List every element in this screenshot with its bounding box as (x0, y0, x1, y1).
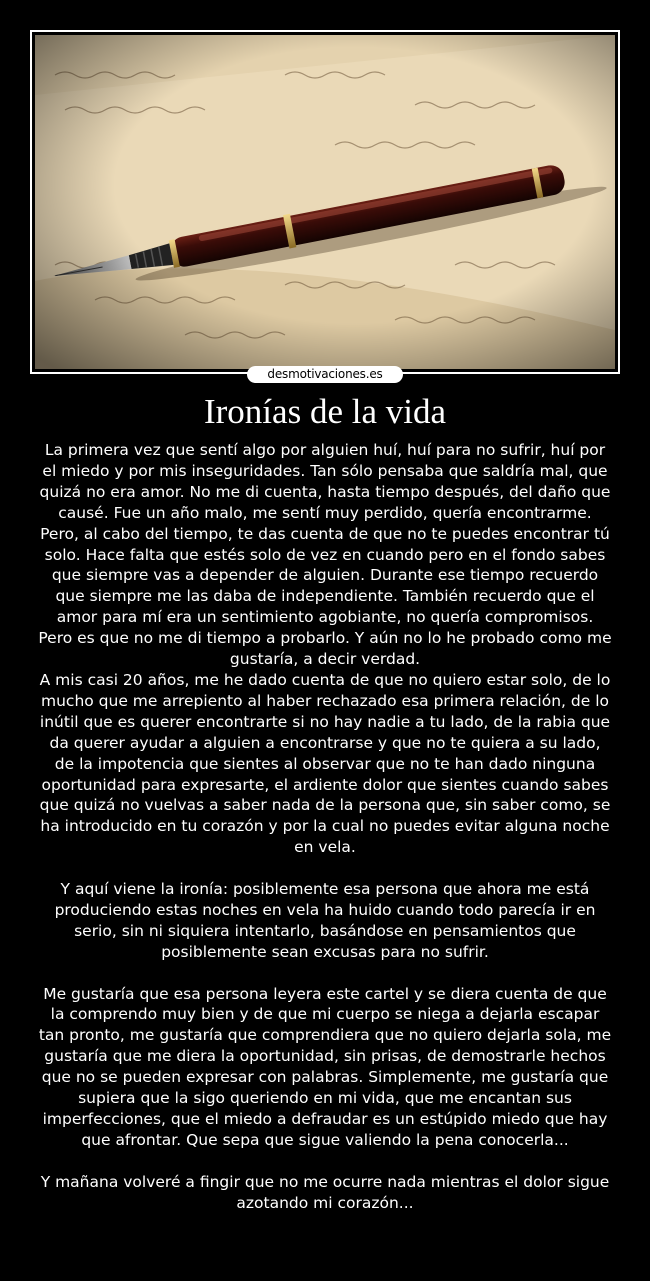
paragraph-gap (38, 858, 612, 879)
paragraph-1: La primera vez que sentí algo por alguien huí, huí para no sufrir, huí por el miedo y por mis inseguridades. Tan sólo pensaba que saldría mal, que quizá no era amor. No me di cuenta, hasta tiempo después, del daño que causé. Fue un año malo, me sentí muy perdido, quería encontrarme. Pero, al cabo del tiempo, te das cuenta de que no te puedes encontrar tú solo. Hace falta que estés solo de vez en cuando pero en el fondo sabes que siempre vas a depender de alguien. Durante ese tiempo recuerdo que siempre me las daba de independiente. También recuerdo que el amor para mí era un sentimiento agobiante, no quería compromisos. Pero es que no me di tiempo a probarlo. Y aún no lo he probado como me gustaría, a decir verdad. (38, 441, 612, 669)
image-frame (30, 30, 620, 374)
paragraph-gap (38, 1151, 612, 1172)
paragraph-3: Y aquí viene la ironía: posiblemente esa persona que ahora me está produciendo estas noches en vela ha huido cuando todo parecía ir en serio, sin ni siquiera intentarlo, basándose en pensamientos que posiblemente sean excusas para no sufrir. (54, 880, 596, 961)
paragraph-4: Me gustaría que esa persona leyera este cartel y se diera cuenta de que la comprendo muy bien y de que mi cuerpo se niega a dejarla escapar tan pronto, me gustaría que comprendiera que no quiero dejarla sola, me gustaría que me diera la oportunidad, sin prisas, de demostrarle hechos que no se pueden expresar con palabras. Simplemente, me gustaría que supiera que la sigo queriendo en mi vida, que me encantan sus imperfecciones, que el miedo a defraudar es un estúpido miedo que hay que afrontar. Que sepa que sigue valiendo la pena conocerla... (38, 984, 612, 1149)
site-watermark: desmotivaciones.es (247, 366, 403, 383)
poster-body (38, 440, 612, 1213)
paragraph-2: A mis casi 20 años, me he dado cuenta de que no quiero estar solo, de lo mucho que me arrepiento al haber rechazado esa primera relación, de lo inútil que es querer encontrarte si no hay nadie a tu lado, de la rabia que da querer ayudar a alguien a encontrarse y que no te quiera a su lado, de la impotencia que sientes al observar que no te han dado ninguna oportunidad para expresarte, el ardiente dolor que sientes cuando sabes que quizá no vuelvas a saber nada de la persona que, sin saber como, se ha introducido en tu corazón y por la cual no puedes evitar alguna noche en vela. (39, 670, 611, 857)
paragraph-5: Y mañana volveré a fingir que no me ocurre nada mientras el dolor sigue azotando mi corazón... (40, 1172, 610, 1212)
fountain-pen-photo (35, 35, 615, 369)
poster-title: Ironías de la vida (204, 392, 446, 431)
pen-on-letters-illustration (35, 35, 615, 369)
paragraph-gap (38, 963, 612, 984)
